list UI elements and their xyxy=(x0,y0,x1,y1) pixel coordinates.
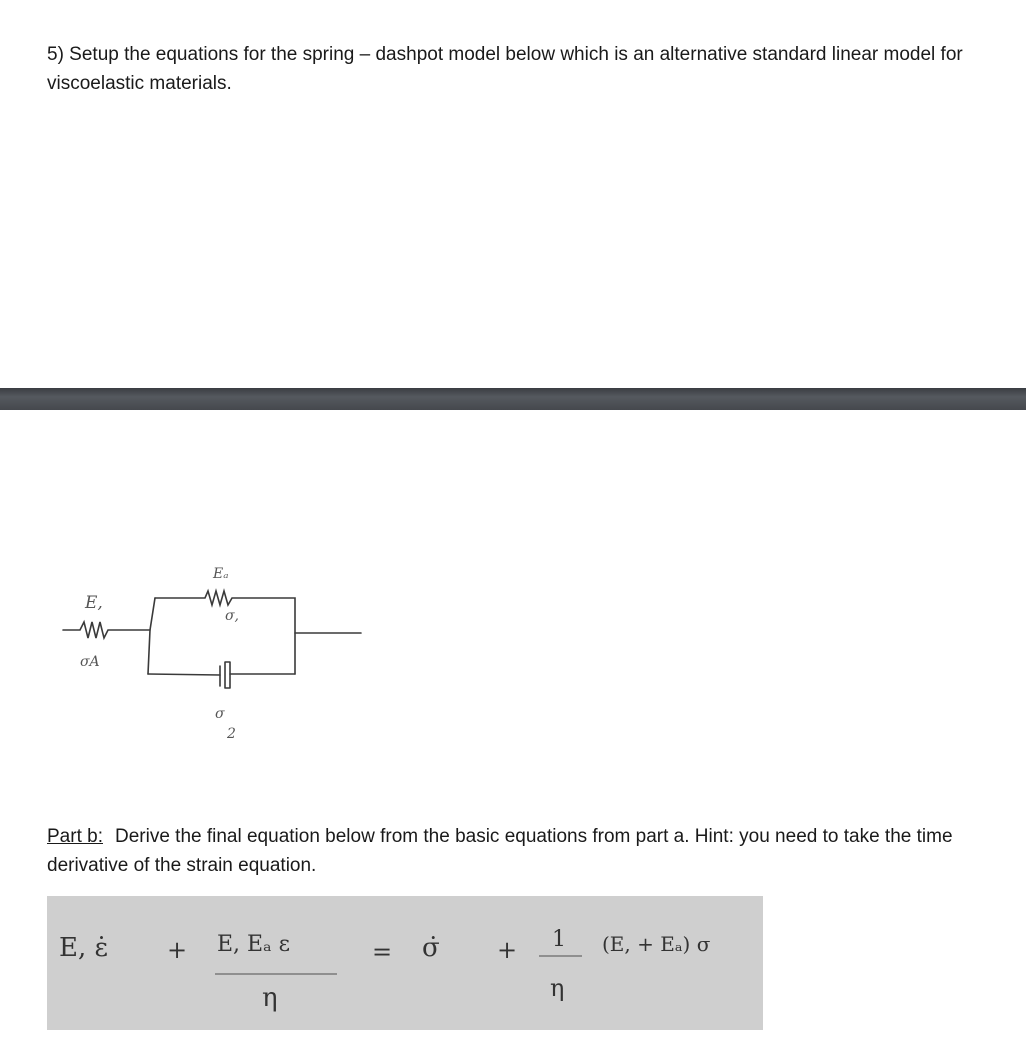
eq-fraction1-num: E, Eₐ ε xyxy=(217,932,290,957)
label-sigma-2-bottom: 2 xyxy=(227,726,236,742)
section-divider xyxy=(0,388,1026,410)
label-e1: E, xyxy=(85,593,103,613)
parallel-box-left xyxy=(148,598,155,674)
dashpot xyxy=(220,662,230,688)
label-sigma-a: σA xyxy=(80,654,100,670)
equation-svg xyxy=(47,896,763,1030)
label-sigma-2-top: σ xyxy=(215,706,225,722)
eq-rhs-paren: (E, + Eₐ) σ xyxy=(602,932,711,956)
eq-fraction2-den: η xyxy=(550,974,565,1002)
eq-plus-1: + xyxy=(167,936,188,964)
eq-fraction2-num: 1 xyxy=(552,927,566,952)
equation-image xyxy=(47,896,763,1030)
label-sigma-1: σ, xyxy=(225,608,240,624)
eq-rhs-term1: σ̇ xyxy=(422,933,440,963)
spring-dashpot-diagram xyxy=(55,548,395,753)
spring-e1 xyxy=(63,622,150,638)
label-e2: Eₐ xyxy=(213,566,229,582)
eq-equals: = xyxy=(372,938,393,966)
bottom-branch xyxy=(148,674,220,675)
part-b-label: Part b: xyxy=(47,826,103,847)
part-b-text: Derive the final equation below from the basic equations from part a. Hint: you need to take the time derivative of the strain equation. xyxy=(47,826,953,876)
part-b-prompt xyxy=(47,822,987,880)
eq-plus-2: + xyxy=(497,936,518,964)
question-text: 5) Setup the equations for the spring – dashpot model below which is an alternative standard linear model for viscoelastic materials. xyxy=(47,44,963,94)
eq-lhs-term1: E, ε̇ xyxy=(59,933,108,963)
diagram-svg xyxy=(55,548,395,753)
eq-fraction1-den: η xyxy=(262,983,278,1013)
